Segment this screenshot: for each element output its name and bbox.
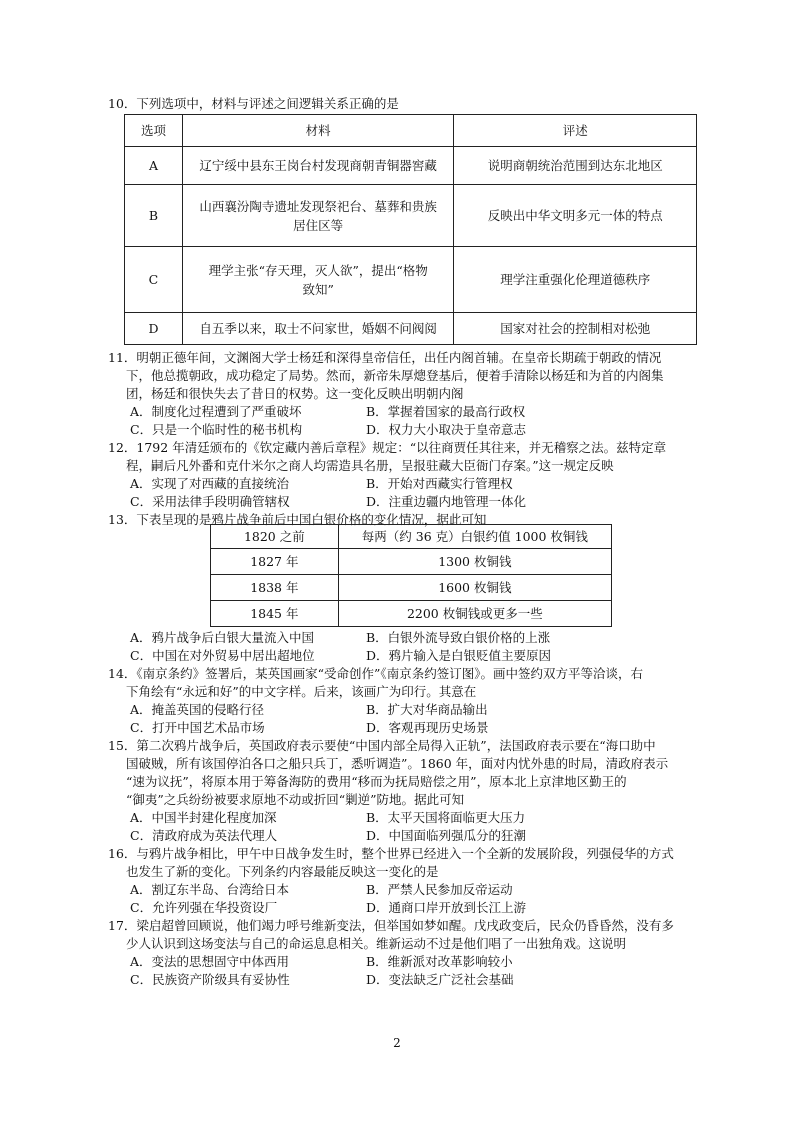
q13-option-a[interactable]: A．鸦片战争后白银大量流入中国: [130, 630, 315, 645]
q13-row: [211, 549, 612, 575]
q12-line-2: 程，嗣后凡外番和克什米尔之商人均需造具名册，呈报驻藏大臣衙门存案。”这一规定反映: [126, 458, 614, 473]
q11-option-c[interactable]: C．只是一个临时性的秘书机构: [130, 422, 303, 437]
q11-option-b[interactable]: B．掌握着国家的最高行政权: [366, 404, 526, 419]
q13-row-value: 1300 枚铜钱: [338, 549, 611, 575]
q10-row-comment: 理学注重强化伦理道德秩序: [454, 247, 697, 313]
q15-line-3: “速为议抚”，将原本用于筹备海防的费用“移而为抚局赔偿之用”，原本北上京津地区勤王的: [126, 774, 627, 789]
q10-material-line: 致知”: [302, 281, 334, 297]
q11-option-d[interactable]: D．权力大小取决于皇帝意志: [366, 422, 527, 437]
q10-row-c: [125, 247, 697, 313]
q13-row: [211, 575, 612, 601]
q10-row-option: C: [125, 247, 183, 313]
q10-row-b: [125, 185, 697, 247]
q17-option-b[interactable]: B．维新派对改革影响较小: [366, 954, 513, 969]
q10-row-comment: 说明商朝统治范围到达东北地区: [454, 147, 697, 185]
q10-row-comment: 反映出中华文明多元一体的特点: [454, 185, 697, 247]
q13-table: [210, 524, 612, 627]
q12-option-a[interactable]: A．实现了对西藏的直接统治: [130, 476, 290, 491]
q10-row-comment: 国家对社会的控制相对松弛: [454, 313, 697, 345]
q10-header-option: 选项: [125, 115, 183, 147]
q16-option-b[interactable]: B．严禁人民参加反帝运动: [366, 882, 513, 897]
q16-option-c[interactable]: C．允许列强在华投资设厂: [130, 900, 278, 915]
q11-line-3: 团，杨廷和很快失去了昔日的权势。这一变化反映出明朝内阁: [126, 386, 464, 401]
q10-material-line: 辽宁绥中县东王岗台村发现商朝青铜器窖藏: [199, 158, 437, 173]
q14-line-1: 14．《南京条约》签署后，某英国画家“受命创作”《南京条约签订图》。画中签约双方平等洽谈，右: [108, 666, 643, 681]
q13-row-year: 1820 之前: [211, 525, 339, 549]
q15-option-d[interactable]: D．中国面临列强瓜分的狂潮: [366, 828, 527, 843]
q15-option-c[interactable]: C．清政府成为英法代理人: [130, 828, 278, 843]
q14-option-a[interactable]: A．掩盖英国的侵略行径: [130, 702, 265, 717]
q12-option-c[interactable]: C．采用法律手段明确管辖权: [130, 494, 290, 509]
q16-option-d[interactable]: D．通商口岸开放到长江上游: [366, 900, 527, 915]
q13-option-d[interactable]: D．鸦片输入是白银贬值主要原因: [366, 648, 552, 663]
q17-option-d[interactable]: D．变法缺乏广泛社会基础: [366, 972, 514, 987]
q10-row-option: D: [125, 313, 183, 345]
q10-material-line: 自五季以来，取士不问家世，婚姻不问阀阅: [199, 321, 437, 336]
q12-option-d[interactable]: D．注重边疆内地管理一体化: [366, 494, 527, 509]
q13-stem: 13．下表呈现的是鸦片战争前后中国白银价格的变化情况，据此可知: [108, 512, 487, 527]
q10-row-material: [182, 247, 454, 313]
q11-line-2: 下，他总揽朝政，成功稳定了局势。然而，新帝朱厚熜登基后，便着手清除以杨廷和为首的内阁集: [126, 368, 664, 383]
q13-row-value: 每两（约 36 克）白银约值 1000 枚铜钱: [338, 525, 611, 549]
q10-row-a: [125, 147, 697, 185]
q10-row-material: [182, 313, 454, 345]
q10-row-material: [182, 185, 454, 247]
q13-row-year: 1838 年: [211, 575, 339, 601]
q15-line-2: 国破贼，所有该国停泊各口之船只兵丁，悉听调造”。1860 年，面对内忧外患的时局，清政府表示: [126, 756, 669, 771]
q15-line-4: “御夷”之兵纷纷被要求原地不动或折回“剿逆”防地。据此可知: [126, 792, 465, 807]
q10-stem: 10．下列选项中，材料与评述之间逻辑关系正确的是: [108, 96, 399, 111]
q14-option-c[interactable]: C．打开中国艺术品市场: [130, 720, 265, 735]
q10-row-option: B: [125, 185, 183, 247]
q13-row-value: 2200 枚铜钱或更多一些: [338, 601, 611, 627]
q17-line-1: 17．梁启超曾回顾说，他们竭力呼号维新变法，但举国如梦如醒。戊戌政变后，民众仍昏昏然，没有多: [108, 918, 674, 933]
q10-material-line: 理学主张“存天理，灭人欲”，提出“格物: [208, 262, 428, 278]
q14-line-2: 下角绘有“永远和好”的中文字样。后来，该画广为印行。其意在: [126, 684, 477, 699]
q13-row: [211, 601, 612, 627]
q10-header-material: 材料: [182, 115, 454, 147]
page-number: 2: [393, 1036, 401, 1050]
q12-option-b[interactable]: B．开始对西藏实行管理权: [366, 476, 513, 491]
q16-option-a[interactable]: A．割辽东半岛、台湾给日本: [130, 882, 290, 897]
q13-row-value: 1600 枚铜钱: [338, 575, 611, 601]
q10-header-row: [125, 115, 697, 147]
q13-row: [211, 525, 612, 549]
q15-option-b[interactable]: B．太平天国将面临更大压力: [366, 810, 526, 825]
q10-table: [124, 114, 697, 345]
q14-option-b[interactable]: B．扩大对华商品输出: [366, 702, 488, 717]
q13-option-c[interactable]: C．中国在对外贸易中居出超地位: [130, 648, 315, 663]
q17-line-2: 少人认识到这场变法与自己的命运息息相关。维新运动不过是他们唱了一出独角戏。这说明: [126, 936, 627, 951]
q10-header-comment: 评述: [454, 115, 697, 147]
q17-option-c[interactable]: C．民族资产阶级具有妥协性: [130, 972, 290, 987]
q10-material-line: 山西襄汾陶寺遗址发现祭祀台、墓葬和贵族: [199, 198, 437, 214]
q12-line-1: 12．1792 年清廷颁布的《钦定藏内善后章程》规定：“以往商贾任其往来，并无稽察之法。兹特定章: [108, 440, 667, 455]
q16-line-1: 16．与鸦片战争相比，甲午中日战争发生时，整个世界已经进入一个全新的发展阶段，列强侵华的方式: [108, 846, 674, 861]
q10-row-d: [125, 313, 697, 345]
q11-line-1: 11．明朝正德年间，文渊阁大学士杨廷和深得皇帝信任，出任内阁首辅。在皇帝长期疏于朝政的情况: [108, 350, 662, 365]
q10-row-material: [182, 147, 454, 185]
q10-row-option: A: [125, 147, 183, 185]
q10-material-line: 居住区等: [293, 217, 344, 233]
q11-option-a[interactable]: A．制度化过程遭到了严重破坏: [130, 404, 302, 419]
q13-row-year: 1827 年: [211, 549, 339, 575]
q15-option-a[interactable]: A．中国半封建化程度加深: [130, 810, 277, 825]
q13-row-year: 1845 年: [211, 601, 339, 627]
q14-option-d[interactable]: D．客观再现历史场景: [366, 720, 489, 735]
q13-option-b[interactable]: B．白银外流导致白银价格的上涨: [366, 630, 551, 645]
q16-line-2: 也发生了新的变化。下列条约内容最能反映这一变化的是: [126, 864, 439, 879]
q17-option-a[interactable]: A．变法的思想固守中体西用: [130, 954, 290, 969]
q15-line-1: 15．第二次鸦片战争后，英国政府表示要使“中国内部全局得入正轨”，法国政府表示要在“海口助中: [108, 738, 656, 753]
